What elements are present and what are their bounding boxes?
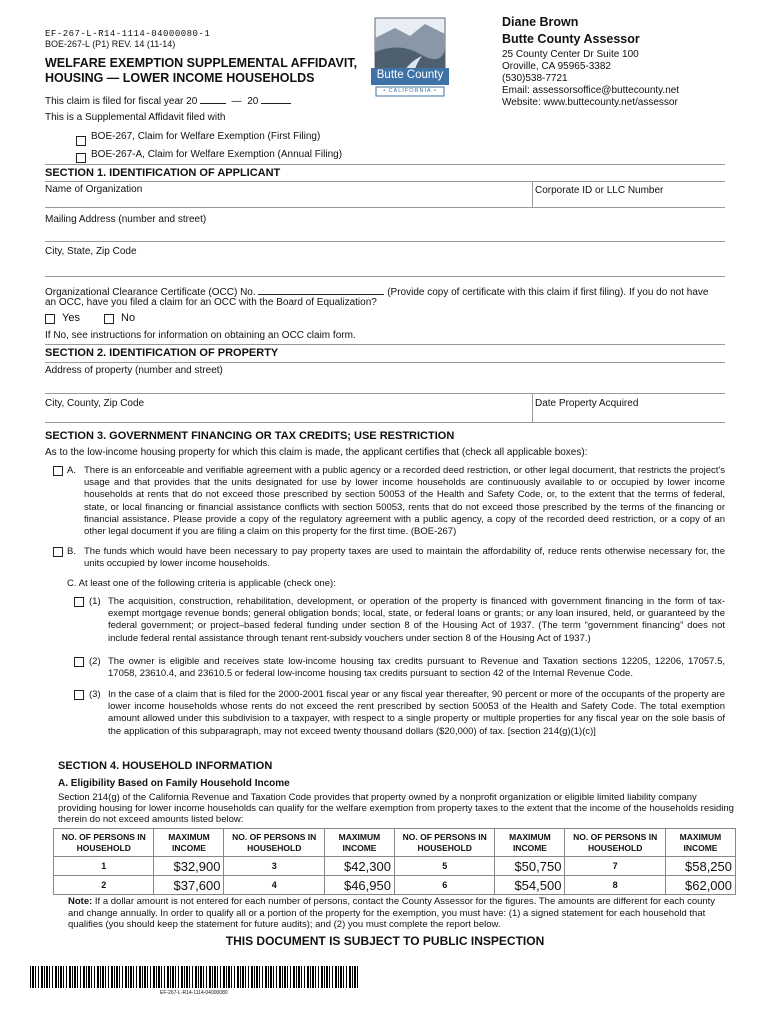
criteria-a-checkbox[interactable] bbox=[53, 466, 63, 476]
butte-county-logo bbox=[370, 16, 450, 98]
income-header: MAXIMUM INCOME bbox=[154, 829, 224, 857]
public-inspection-notice: THIS DOCUMENT IS SUBJECT TO PUBLIC INSPECTION bbox=[225, 934, 545, 948]
assessor-website: Website: www.buttecounty.net/assessor bbox=[502, 97, 678, 108]
city-state-zip-label: City, State, Zip Code bbox=[45, 246, 137, 257]
criteria-c-intro: C. At least one of the following criteria is applicable (check one): bbox=[67, 578, 336, 589]
occ-instructions: If No, see instructions for information on obtaining an OCC claim form. bbox=[45, 330, 356, 341]
property-address-field[interactable] bbox=[45, 377, 725, 392]
org-name-label: Name of Organization bbox=[45, 184, 143, 195]
form-title-line1: WELFARE EXEMPTION SUPPLEMENTAL AFFIDAVIT, bbox=[45, 56, 358, 70]
income-header: MAXIMUM INCOME bbox=[665, 829, 735, 857]
occ-yes-label: Yes bbox=[62, 312, 80, 324]
fiscal-year-line: This claim is filed for fiscal year 20 — 20 bbox=[45, 94, 291, 107]
logo-subtext: • CALIFORNIA • bbox=[383, 88, 437, 94]
income-header: MAXIMUM INCOME bbox=[495, 829, 565, 857]
note-label: Note: bbox=[68, 896, 93, 907]
persons-count: 1 bbox=[54, 857, 154, 876]
criteria-a-label: A. bbox=[67, 465, 76, 476]
butte-county-logo-graphic bbox=[370, 16, 450, 98]
criteria-b-text: The funds which would have been necessary to pay property taxes are used to maintain the affordability of, reduce rents otherwise necessary for, the units occupied by lower income households. bbox=[84, 546, 725, 570]
criteria-c3-label: (3) bbox=[89, 689, 101, 700]
persons-count: 3 bbox=[224, 857, 324, 876]
income-header: MAXIMUM INCOME bbox=[324, 829, 394, 857]
occ-question: an OCC, have you filed a claim for an OCC with the Board of Equalization? bbox=[45, 297, 377, 308]
income-table bbox=[53, 828, 736, 895]
occ-yes-checkbox[interactable] bbox=[45, 314, 55, 324]
criteria-c2-text: The owner is eligible and receives state low-income housing tax credits pursuant to Revenue and Taxation sections 12205, 12206, 17057.5, 17058, 23610.4, and 23610.5 or federal low-income housing tax credits pursuant to section 42 of the Internal Revenue Code. bbox=[108, 656, 725, 680]
mailing-address-field[interactable] bbox=[45, 226, 725, 240]
barcode-text: EF-267-L-R14-1114-04000080 bbox=[160, 990, 228, 996]
property-address-label: Address of property (number and street) bbox=[45, 365, 223, 376]
section2-title: SECTION 2. IDENTIFICATION OF PROPERTY bbox=[45, 347, 279, 359]
persons-header: NO. OF PERSONS IN HOUSEHOLD bbox=[394, 829, 494, 857]
persons-count: 4 bbox=[224, 876, 324, 895]
form-revision: BOE-267-L (P1) REV. 14 (11-14) bbox=[45, 39, 176, 49]
table-row bbox=[54, 876, 736, 895]
logo-text: Butte County bbox=[376, 69, 444, 81]
form-code: EF-267-L-R14-1114-04000080-1 bbox=[45, 29, 211, 39]
barcode bbox=[30, 966, 358, 988]
boe267-label: BOE-267, Claim for Welfare Exemption (First Filing) bbox=[91, 131, 321, 142]
max-income-field[interactable]: $50,750 bbox=[495, 857, 565, 876]
fiscal-year-start-field[interactable] bbox=[200, 94, 226, 104]
max-income-field[interactable]: $62,000 bbox=[665, 876, 735, 895]
max-income-field[interactable]: $54,500 bbox=[495, 876, 565, 895]
persons-header: NO. OF PERSONS IN HOUSEHOLD bbox=[565, 829, 665, 857]
max-income-field[interactable]: $42,300 bbox=[324, 857, 394, 876]
criteria-c1-text: The acquisition, construction, rehabilitation, development, or operation of the property is financed with government financing in the form of tax-exempt mortgage revenue bonds; general obligation bonds; local, state, or federal loans or grants; or any loan insured, held, or guaranteed by the federal government; or project–based federal funding under section 8 of the Housing Act of 1937. (The term “government financing” does not include federal rental assistance through tenant rent-subsidy vouchers under section 8 of the Housing Act of 1937.) bbox=[108, 596, 725, 644]
assessor-address1: 25 County Center Dr Suite 100 bbox=[502, 49, 639, 60]
occ-no-checkbox[interactable] bbox=[104, 314, 114, 324]
supplemental-intro: This is a Supplemental Affidavit filed with bbox=[45, 112, 226, 123]
criteria-b-label: B. bbox=[67, 546, 76, 557]
max-income-field[interactable]: $37,600 bbox=[154, 876, 224, 895]
occ-line: Organizational Clearance Certificate (OCC) No. (Provide copy of certificate with this claim if first filing). If you do not have bbox=[45, 287, 709, 298]
section4-note bbox=[68, 896, 726, 931]
criteria-c3-text: In the case of a claim that is filed for the 2000-2001 fiscal year or any fiscal year thereafter, 90 percent or more of the occupants of the property are lower income households whose rents do not exceed the rent prescribed by section 50053 of the Health and Safety Code. The total exemption amount allowed under this subdivision to a taxpayer, with respect to a single property or multiple properties for any fiscal year on the sole basis of the application of this subparagraph, may not exceed twenty thousand dollars ($20,000) of tax. [section 214(g)(1)(c)] bbox=[108, 689, 725, 737]
corp-id-field[interactable] bbox=[534, 197, 724, 207]
corp-id-label: Corporate ID or LLC Number bbox=[535, 185, 664, 196]
date-acquired-label: Date Property Acquired bbox=[535, 398, 639, 409]
boe267-checkbox[interactable] bbox=[76, 136, 86, 146]
table-row bbox=[54, 857, 736, 876]
max-income-field[interactable]: $32,900 bbox=[154, 857, 224, 876]
assessor-email: Email: assessorsoffice@buttecounty.net bbox=[502, 85, 680, 96]
criteria-b-checkbox[interactable] bbox=[53, 547, 63, 557]
criteria-c1-label: (1) bbox=[89, 596, 101, 607]
assessor-name: Diane Brown bbox=[502, 15, 579, 29]
boe267a-checkbox[interactable] bbox=[76, 153, 86, 163]
section4-intro: Section 214(g) of the California Revenue and Taxation Code provides that property owned by a nonprofit organization or eligible limited liability company providing housing for lower income households can qualify for the welfare exemption from property taxes to the extent that the income of the households residing therein do not exceed amounts listed below: bbox=[58, 792, 734, 825]
org-name-field[interactable] bbox=[45, 183, 532, 206]
income-table-header bbox=[54, 829, 736, 857]
persons-count: 6 bbox=[394, 876, 494, 895]
assessor-phone: (530)538-7721 bbox=[502, 73, 568, 84]
section3-title: SECTION 3. GOVERNMENT FINANCING OR TAX CREDITS; USE RESTRICTION bbox=[45, 430, 455, 442]
persons-count: 7 bbox=[565, 857, 665, 876]
max-income-field[interactable]: $58,250 bbox=[665, 857, 735, 876]
section4-subtitle: A. Eligibility Based on Family Household Income bbox=[58, 778, 290, 789]
property-city-field[interactable] bbox=[45, 410, 531, 421]
date-acquired-field[interactable] bbox=[534, 410, 724, 421]
fiscal-year-end-field[interactable] bbox=[261, 94, 291, 104]
persons-count: 2 bbox=[54, 876, 154, 895]
form-title-line2: HOUSING — LOWER INCOME HOUSEHOLDS bbox=[45, 71, 315, 85]
city-state-zip-field[interactable] bbox=[45, 258, 725, 275]
section1-title: SECTION 1. IDENTIFICATION OF APPLICANT bbox=[45, 167, 281, 179]
property-city-label: City, County, Zip Code bbox=[45, 398, 145, 409]
section3-intro: As to the low-income housing property for which this claim is made, the applicant certifies that (check all applicable boxes): bbox=[45, 447, 588, 458]
section4-title: SECTION 4. HOUSEHOLD INFORMATION bbox=[58, 760, 273, 772]
occ-no-label: No bbox=[121, 312, 136, 324]
max-income-field[interactable]: $46,950 bbox=[324, 876, 394, 895]
criteria-c2-checkbox[interactable] bbox=[74, 657, 84, 667]
note-text: If a dollar amount is not entered for each number of persons, contact the County Assessor for the figures. The amounts are different for each county and change annually. In order to qualify all or a portion of the property for the exemption, you must have: (1) a signed statement for each household that qualifies (you should keep the statement for future audits); and (2) you must complete the report below. bbox=[68, 896, 716, 930]
assessor-office: Butte County Assessor bbox=[502, 32, 640, 46]
boe267a-label: BOE-267-A, Claim for Welfare Exemption (Annual Filing) bbox=[91, 149, 343, 160]
persons-header: NO. OF PERSONS IN HOUSEHOLD bbox=[224, 829, 324, 857]
criteria-c2-label: (2) bbox=[89, 656, 101, 667]
criteria-a-text: There is an enforceable and verifiable agreement with a public agency or a recorded deed restriction, or other legal document, that restricts the project's usage and that provides that the units designated for use by lower income households are continuously available to or occupied by lower income households at rents that do not exceed those prescribed by section 50053 of the Health and Safety Code, or, to the extent that the terms of federal, state, or local financing or financial assistance conflicts with section 50053, rents that do not exceed those prescribed by the terms of the financing or financial assistance. Please provide a copy of the regulatory agreement with a public agency, a copy of the recorded deed restriction, or a copy of an other legal document if you are filing a claim on this property for the first time. (BOE-267) bbox=[84, 465, 725, 538]
persons-count: 8 bbox=[565, 876, 665, 895]
mailing-address-label: Mailing Address (number and street) bbox=[45, 214, 207, 225]
persons-header: NO. OF PERSONS IN HOUSEHOLD bbox=[54, 829, 154, 857]
persons-count: 5 bbox=[394, 857, 494, 876]
criteria-c1-checkbox[interactable] bbox=[74, 597, 84, 607]
criteria-c3-checkbox[interactable] bbox=[74, 690, 84, 700]
occ-number-field[interactable] bbox=[258, 285, 384, 295]
assessor-address2: Oroville, CA 95965-3382 bbox=[502, 61, 611, 72]
